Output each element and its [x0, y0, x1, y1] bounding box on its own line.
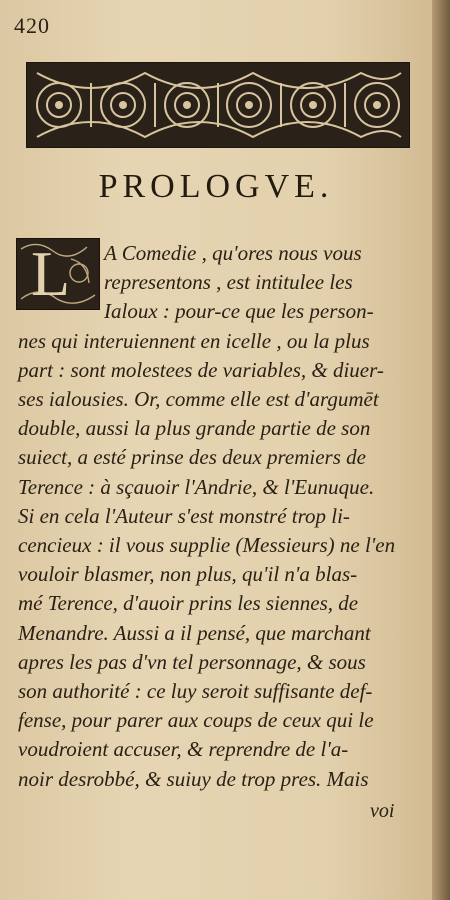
- text-line: Si en cela l'Auteur s'est monstré trop li-: [18, 503, 350, 528]
- text-line: vouloir blasmer, non plus, qu'il n'a blas-: [18, 562, 358, 587]
- text-line: double, aussi la plus grande partie de son: [18, 416, 371, 441]
- initial-L: L: [31, 238, 71, 309]
- text-line: ses ialousies. Or, comme elle est d'argumēt: [18, 387, 379, 411]
- text-line: A Comedie , qu'ores nous vous: [104, 241, 362, 265]
- text-line: fense, pour parer aux coups de ceux qui le: [18, 708, 374, 733]
- text-line: Menandre. Aussi a il pensé, que marchant: [18, 620, 371, 645]
- catchword: voi: [370, 800, 395, 822]
- text-line: Terence : à sçauoir l'Andrie, & l'Eunuque.: [18, 474, 375, 499]
- text-line: cencieux : il vous supplie (Messieurs) ne l'en: [18, 533, 396, 557]
- text-line: Ialoux : pour-ce que les person-: [104, 299, 374, 324]
- prologue-title: PROLOGVE.: [98, 168, 334, 205]
- text-line: nes qui interuiennent en icelle , ou la plus: [18, 328, 370, 353]
- page-edge: [432, 0, 450, 900]
- text-line: mé Terence, d'auoir prins les siennes, de: [18, 591, 359, 616]
- text-line: apres les pas d'vn tel personnage, & sous: [18, 649, 366, 674]
- page-number: 420: [14, 13, 50, 38]
- text-line: noir desrobbé, & suiuy de trop pres. Mais: [18, 766, 369, 791]
- text-line: voudroient accuser, & reprendre de l'a-: [18, 737, 349, 762]
- text-line: representons , est intitulee les: [104, 270, 353, 295]
- decorative-headpiece-ornament: [26, 62, 410, 148]
- text-line: part : sont molestees de variables, & diuer-: [18, 357, 384, 382]
- decorated-initial-letter: [16, 238, 100, 310]
- text-line: son authorité : ce luy seroit suffisante def-: [18, 679, 373, 703]
- text-line: suiect, a esté prinse des deux premiers de: [18, 445, 366, 470]
